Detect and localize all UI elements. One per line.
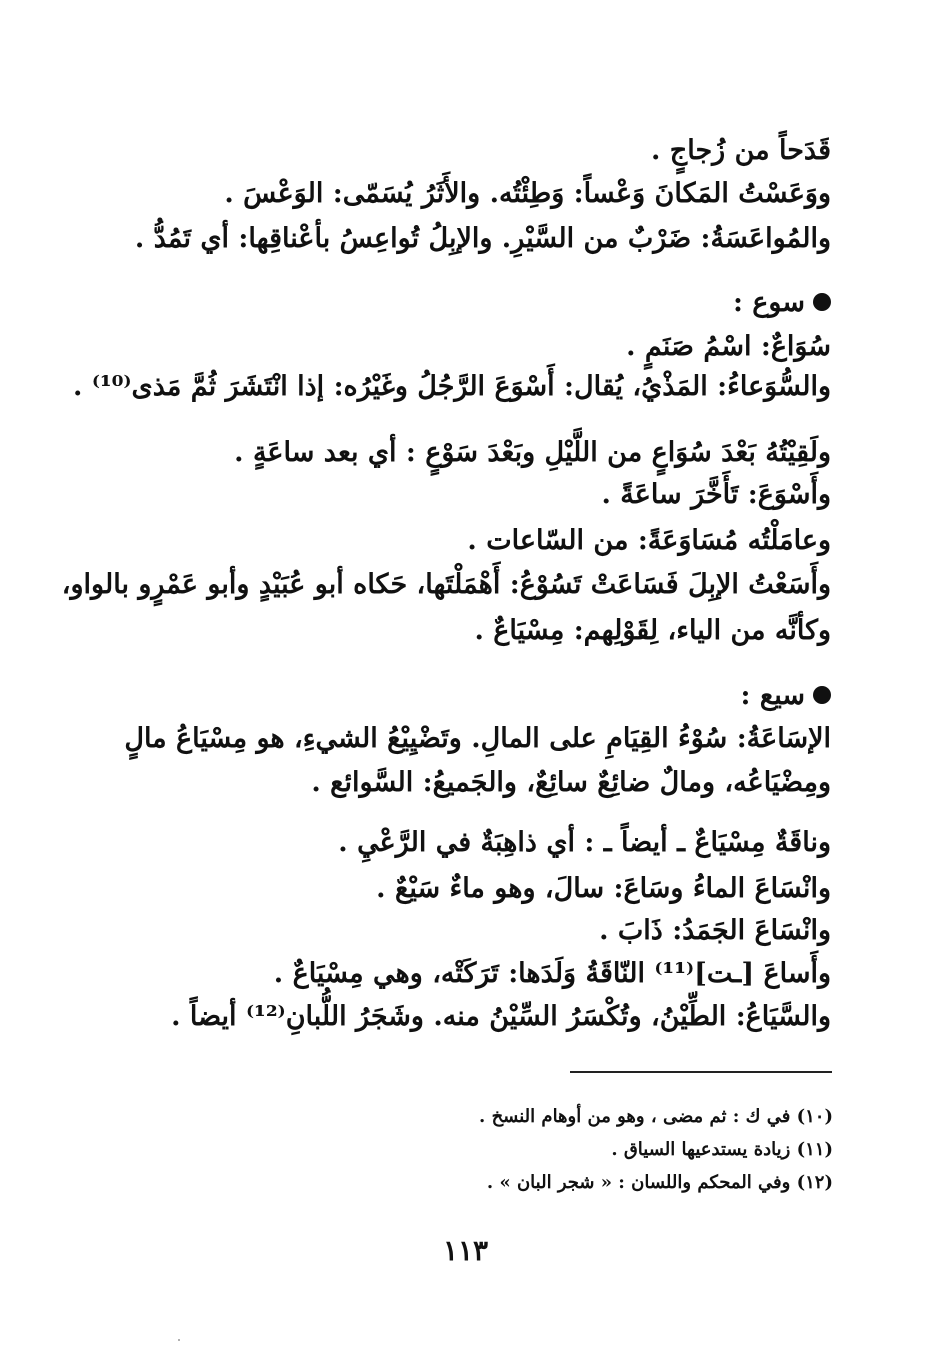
text-line: قَدَحاً من زُجاجٍ . — [651, 135, 831, 166]
text-line: والسَّيَاعُ: الطِّيْنُ، وتُكْسَرُ السِّيْنُ منه. وشَجَرُ اللُّبانِ⁽¹²⁾ أيضاً . — [171, 1001, 831, 1032]
footnote: (١٠) في ك : ثم مضى ، وهو من أوهام النسخ . — [479, 1106, 833, 1127]
text-line: وأَسْوَعَ: تَأَخَّرَ ساعَةً . — [601, 479, 831, 510]
text-line: والسُّوَعاءُ: المَذْيُ، يُقال: أَسْوَعَ الرَّجُلُ وغَيْرُه: إذا انْتَشَرَ ثُمَّ مَذى⁽¹⁰⁾ . — [73, 371, 831, 402]
text-line: وانْسَاعَ الجَمَدُ: ذَابَ . — [599, 915, 831, 946]
text-line: ووَعَسْتُ المَكانَ وَعْساً: وَطِئْتُه. والأَثَرُ يُسَمّى: الوَعْسَ . — [224, 178, 831, 209]
page-number: ١١٣ — [442, 1234, 489, 1267]
text-line: وعامَلْتُه مُسَاوَعَةً: من السّاعات . — [467, 525, 831, 556]
text-line: الإسَاعَةُ: سُوْءُ القِيَامِ على المالِ. وتَضْيِيْعُ الشيءِ، هو مِسْيَاعُ مالٍ — [124, 723, 831, 754]
text-line: سُوَاعٌ: اسْمُ صَنَمٍ . — [626, 331, 831, 362]
text-line: وأَساعَ [ـت]⁽¹¹⁾ النّاقَةُ وَلَدَها: تَرَكَتْه، وهي مِسْيَاعٌ . — [273, 958, 831, 989]
text-line: ولَقِيْتُهُ بَعْدَ سُوَاعٍ من اللَّيْلِ وبَعْدَ سَوْعٍ : أي بعد ساعَةٍ . — [234, 437, 831, 468]
text-line: وأَسَعْتُ الإبِلَ فَسَاعَتْ تَسُوْعُ: أَهْمَلْتَها، حَكاه أبو عُبَيْدٍ وأبو عَمْرٍو بالواو، — [61, 569, 831, 600]
text-line: وانْسَاعَ الماءُ وسَاعَ: سالَ، وهو ماءٌ سَيْعٌ . — [376, 873, 831, 904]
footnote: (١١) زيادة يستدعيها السياق . — [611, 1139, 833, 1160]
bullet-icon — [813, 686, 831, 704]
entry-heading — [740, 679, 831, 713]
text-line: وناقَةٌ مِسْيَاعٌ ـ أيضاً ـ : أي ذاهِبَةٌ في الرَّعْيِ . — [338, 827, 831, 858]
bullet-icon — [813, 293, 831, 311]
entry-heading — [733, 286, 831, 320]
text-line: وكأنَّه من الياء، لِقَوْلِهم: مِسْيَاعٌ . — [474, 615, 831, 646]
footnote-separator — [570, 1071, 832, 1073]
text-line: ومِضْيَاعُه، ومالٌ ضائِعٌ سائِعٌ، والجَميعُ: السَّوائع . — [311, 767, 831, 798]
entry-heading-label: سيع : — [740, 680, 805, 711]
footnote: (١٢) وفي المحكم واللسان : « شجر البان » . — [486, 1172, 833, 1193]
entry-heading-label: سوع : — [732, 287, 805, 318]
scan-speck — [178, 1339, 180, 1341]
text-line: والمُواعَسَةُ: ضَرْبٌ من السَّيْرِ. والإبِلُ تُواعِسُ بأعْناقِها: أي تَمُدُّ . — [134, 223, 831, 254]
